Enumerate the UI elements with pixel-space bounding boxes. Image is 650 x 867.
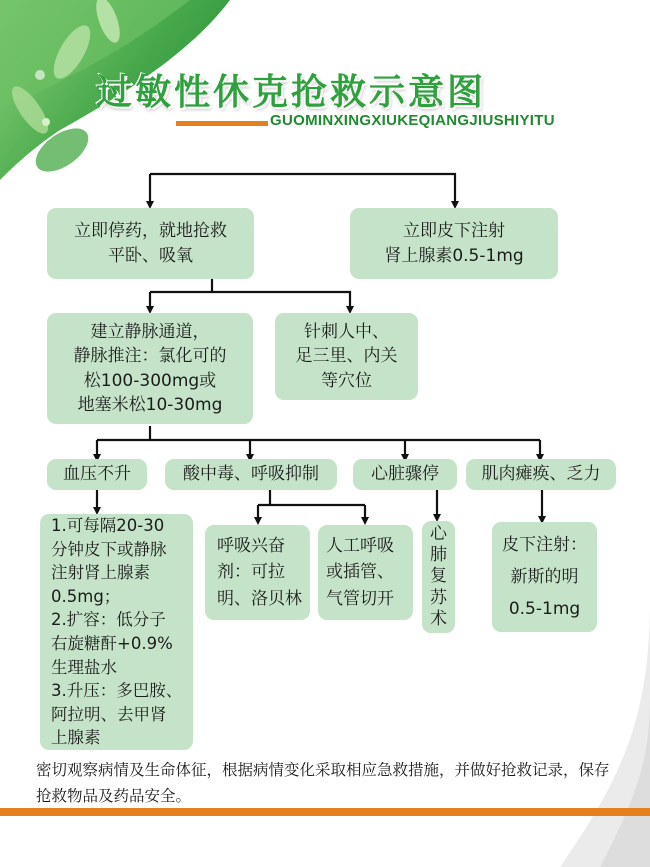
treat-stimulant bbox=[205, 525, 310, 620]
treat-stimulant-line: 明、洛贝林 bbox=[217, 588, 302, 609]
footer-note: 密切观察病情及生命体征，根据病情变化采取相应急救措施，并做好抢救记录，保存抢救物品及药品安全。 bbox=[36, 761, 610, 805]
footer-bar bbox=[0, 808, 650, 816]
step-iv-line: 地塞米松10-30mg bbox=[77, 394, 223, 415]
step-iv-line: 建立静脉通道， bbox=[90, 322, 210, 343]
step-iv-line: 松100-300mg或 bbox=[83, 370, 217, 391]
treat-bp-line: 注射肾上腺素 bbox=[51, 563, 150, 583]
step-acupuncture-line: 等穴位 bbox=[321, 370, 372, 391]
page-subtitle: GUOMINXINGXIUKEQIANGJIUSHIYITU bbox=[270, 112, 555, 129]
treat-bp-line: 右旋糖酐+0.9% bbox=[51, 634, 173, 653]
arrow-top-right bbox=[150, 174, 455, 205]
treat-bp-line: 生理盐水 bbox=[51, 657, 117, 677]
step-epinephrine-line: 立即皮下注射 bbox=[403, 221, 505, 242]
treat-bp-line: 分钟皮下或静脉 bbox=[51, 539, 167, 559]
cond-acidosis bbox=[165, 459, 337, 490]
treat-neostigmine-line: 新斯的明 bbox=[510, 566, 579, 587]
step-epinephrine bbox=[350, 208, 558, 279]
treat-cpr-char: 苏 bbox=[430, 587, 447, 608]
cond-bp-low bbox=[47, 459, 147, 490]
cond-cardiac-arrest bbox=[353, 459, 457, 490]
treat-bp-line: 2.扩容：低分子 bbox=[51, 610, 166, 630]
cond-muscle-label: 肌肉瘫痪、乏力 bbox=[481, 464, 601, 485]
cond-bp-low-label: 血压不升 bbox=[63, 464, 131, 485]
treat-neostigmine-line: 皮下注射： bbox=[502, 534, 587, 555]
treat-ventilation bbox=[318, 525, 413, 620]
treat-neostigmine bbox=[492, 522, 597, 632]
cond-muscle-weak bbox=[466, 459, 616, 490]
treat-ventilation-line: 或插管、 bbox=[326, 562, 394, 583]
treat-bp bbox=[40, 514, 193, 750]
treat-cpr bbox=[422, 521, 455, 633]
step-acupuncture-line: 针刺人中、 bbox=[304, 322, 389, 343]
step-acupuncture bbox=[275, 313, 418, 400]
treat-bp-line: 上腺素 bbox=[51, 728, 101, 748]
treat-stimulant-line: 剂：可拉 bbox=[217, 562, 285, 583]
treat-ventilation-line: 人工呼吸 bbox=[326, 535, 394, 556]
cond-cardiac-label: 心脏骤停 bbox=[371, 464, 439, 485]
step-stop-drug-line: 立即停药，就地抢救 bbox=[74, 221, 227, 242]
treat-bp-line: 0.5mg； bbox=[51, 586, 121, 606]
treat-cpr-char: 复 bbox=[430, 566, 447, 587]
arrow-level2-right bbox=[150, 292, 350, 310]
step-acupuncture-line: 足三里、内关 bbox=[295, 346, 398, 367]
treat-cpr-char: 术 bbox=[430, 608, 447, 629]
treat-cpr-char: 肺 bbox=[430, 545, 447, 566]
step-epinephrine-line: 肾上腺素0.5-1mg bbox=[384, 245, 524, 266]
treat-ventilation-line: 气管切开 bbox=[326, 588, 394, 609]
treat-stimulant-line: 呼吸兴奋 bbox=[217, 535, 285, 556]
treat-bp-line: 阿拉明、去甲肾 bbox=[51, 704, 167, 724]
cond-acidosis-label: 酸中毒、呼吸抑制 bbox=[183, 464, 319, 485]
step-stop-drug-line: 平卧、吸氧 bbox=[108, 245, 193, 266]
step-iv-access bbox=[47, 313, 253, 424]
treat-bp-line: 1.可每隔20-30 bbox=[51, 516, 165, 536]
treat-bp-line: 3.升压：多巴胺、 bbox=[51, 681, 183, 701]
step-stop-drug bbox=[47, 208, 254, 279]
treat-cpr-char: 心 bbox=[430, 523, 447, 544]
step-iv-line: 静脉推注：氯化可的 bbox=[73, 346, 227, 367]
page-title: 过敏性休克抢救示意图 bbox=[96, 72, 487, 113]
treat-neostigmine-line: 0.5-1mg bbox=[508, 599, 581, 620]
